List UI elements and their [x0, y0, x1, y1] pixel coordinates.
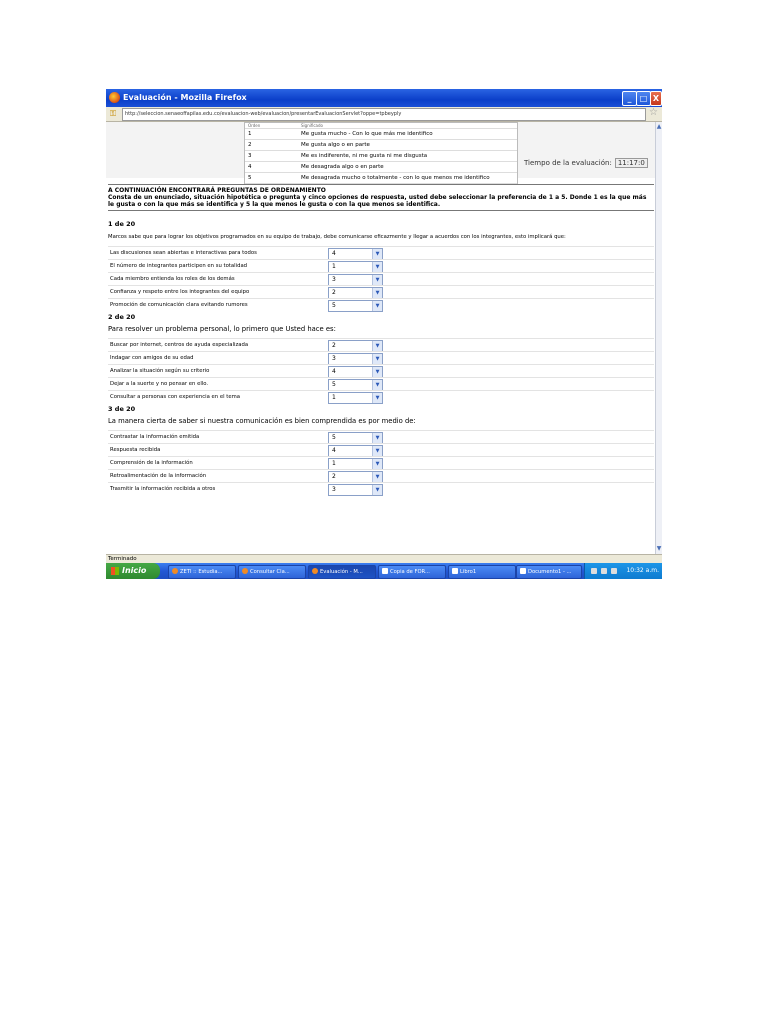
windows-logo-icon	[111, 567, 119, 575]
item-statement: Respuesta recibida	[110, 447, 161, 453]
legend-row	[245, 162, 517, 173]
legend-header-order: Orden	[248, 123, 261, 128]
rank-select[interactable]	[328, 392, 383, 404]
question-item-row	[108, 482, 654, 496]
legend-header-meaning: Significado	[301, 123, 323, 128]
legend-meaning: Me gusta mucho - Con lo que más me identifico	[301, 131, 433, 137]
question-item-row	[108, 390, 654, 404]
chevron-down-icon[interactable]: ▼	[372, 367, 382, 377]
rank-value: 4	[332, 250, 336, 257]
chevron-down-icon[interactable]: ▼	[372, 485, 382, 495]
chevron-down-icon[interactable]: ▼	[372, 393, 382, 403]
excel-icon	[452, 568, 458, 574]
question-item-row	[108, 259, 654, 273]
taskbar-item-label: ZETI :: Estudia...	[180, 569, 223, 575]
address-bar	[106, 107, 662, 122]
legend-row	[245, 129, 517, 140]
item-statement: Las discusiones sean abiertas e interactivas para todos	[110, 250, 257, 256]
bookmark-star-icon[interactable]: ☆	[649, 107, 658, 118]
question-item-row	[108, 338, 654, 352]
rank-value: 5	[332, 302, 336, 309]
question-item-row	[108, 364, 654, 378]
chevron-down-icon[interactable]: ▼	[372, 433, 382, 443]
question-prompt: Para resolver un problema personal, lo primero que Usted hace es:	[108, 325, 336, 333]
taskbar-item-label: Libro1	[460, 569, 477, 575]
rank-value: 3	[332, 486, 336, 493]
question-header: 3 de 20	[108, 405, 136, 413]
item-statement: Indagar con amigos de su edad	[110, 355, 194, 361]
item-statement: Confianza y respeto entre los integrantes del equipo	[110, 289, 250, 295]
legend-row	[245, 173, 517, 184]
timer-value: 11:17:0	[615, 158, 648, 168]
scroll-up-icon[interactable]: ▲	[656, 123, 662, 130]
item-statement: Retroalimentación de la información	[110, 473, 207, 479]
window-title: Evaluación - Mozilla Firefox	[123, 93, 247, 102]
question-item-row	[108, 246, 654, 260]
instructions-block	[108, 184, 654, 211]
rank-value: 2	[332, 473, 336, 480]
rank-select[interactable]	[328, 484, 383, 496]
taskbar-item-label: Documento1 - ...	[528, 569, 572, 575]
taskbar-clock: 10:32 a.m.	[626, 567, 659, 574]
rank-value: 1	[332, 460, 336, 467]
firefox-icon	[172, 568, 178, 574]
question-header: 2 de 20	[108, 313, 136, 321]
scroll-down-icon[interactable]: ▼	[656, 545, 662, 552]
question-header: 1 de 20	[108, 220, 136, 228]
legend-row	[245, 151, 517, 162]
item-statement: Promoción de comunicación clara evitando rumores	[110, 302, 248, 308]
taskbar-item-label: Copia de FOR...	[390, 569, 430, 575]
taskbar-item[interactable]	[448, 565, 516, 579]
chevron-down-icon[interactable]: ▼	[372, 380, 382, 390]
firefox-icon	[242, 568, 248, 574]
excel-icon	[382, 568, 388, 574]
rank-value: 4	[332, 447, 336, 454]
rank-value: 1	[332, 263, 336, 270]
rank-value: 4	[332, 368, 336, 375]
firefox-icon	[312, 568, 318, 574]
instructions-title: A CONTINUACIÓN ENCONTRARÁ PREGUNTAS DE ORDENAMIENTO	[108, 187, 326, 194]
chevron-down-icon[interactable]: ▼	[372, 249, 382, 259]
page-content	[106, 122, 656, 554]
close-button[interactable]: X	[650, 91, 662, 106]
system-tray	[584, 563, 662, 579]
vertical-scrollbar[interactable]	[655, 122, 662, 554]
chevron-down-icon[interactable]: ▼	[372, 472, 382, 482]
item-statement: Cada miembro entienda los roles de los demás	[110, 276, 235, 282]
tray-icon[interactable]	[611, 568, 617, 574]
item-statement: Comprensión de la información	[110, 460, 193, 466]
taskbar-item-label: Consultar Cla...	[250, 569, 290, 575]
screenshot	[106, 89, 662, 579]
chevron-down-icon[interactable]: ▼	[372, 301, 382, 311]
word-icon	[520, 568, 526, 574]
legend-meaning: Me es indiferente, ni me gusta ni me disgusta	[301, 153, 428, 159]
question-prompt: Marcos sabe que para lograr los objetivos programados en su equipo de trabajo, debe comunicarse eficazmente y llegar a acuerdos con los integrantes, esto implicará que:	[108, 234, 566, 240]
chevron-down-icon[interactable]: ▼	[372, 446, 382, 456]
item-statement: Consultar a personas con experiencia en el tema	[110, 394, 240, 400]
legend-meaning: Me desagrada algo o en parte	[301, 164, 384, 170]
legend-meaning: Me desagrada mucho o totalmente - con lo que menos me identifico	[301, 175, 490, 181]
firefox-icon	[109, 92, 120, 103]
rank-value: 3	[332, 276, 336, 283]
url-field[interactable]: http://seleccion.senaeoffapilas.edu.co/evaluacion-web/evaluacion/presentarEvaluacionServlet?oppe=tpbeyply	[122, 108, 646, 121]
status-bar: Terminado	[106, 554, 662, 564]
tray-icon[interactable]	[591, 568, 597, 574]
rank-select[interactable]	[328, 300, 383, 312]
chevron-down-icon[interactable]: ▼	[372, 275, 382, 285]
taskbar-item[interactable]	[168, 565, 236, 579]
legend-num: 1	[248, 131, 252, 137]
start-button[interactable]	[106, 563, 160, 579]
legend-meaning: Me gusta algo o en parte	[301, 142, 370, 148]
rank-value: 1	[332, 394, 336, 401]
rank-value: 2	[332, 342, 336, 349]
chevron-down-icon[interactable]: ▼	[372, 354, 382, 364]
rank-value: 5	[332, 434, 336, 441]
taskbar-item[interactable]	[378, 565, 446, 579]
legend-row	[245, 140, 517, 151]
instructions-body: Consta de un enunciado, situación hipotética o pregunta y cinco opciones de respuesta, usted debe seleccionar la preferencia de 1 a 5. Donde 1 es la que más le gusta o con la que más se identifica y 5 la que menos le gusta o con la que menos se identifica.	[108, 194, 647, 208]
taskbar	[106, 563, 662, 579]
question-item-row	[108, 469, 654, 483]
chevron-down-icon[interactable]: ▼	[372, 341, 382, 351]
rank-value: 5	[332, 381, 336, 388]
tray-icon[interactable]	[601, 568, 607, 574]
taskbar-item-active[interactable]	[308, 565, 376, 579]
timer-label: Tiempo de la evaluación:	[524, 159, 612, 167]
item-statement: Buscar por internet, centros de ayuda especializada	[110, 342, 249, 348]
item-statement: Dejar a la suerte y no pensar en ello.	[110, 381, 209, 387]
start-label: Inicio	[122, 566, 147, 575]
legend-num: 2	[248, 142, 252, 148]
legend-num: 3	[248, 153, 252, 159]
chevron-down-icon[interactable]: ▼	[372, 262, 382, 272]
question-item-row	[108, 272, 654, 286]
window-title-bar[interactable]	[106, 89, 662, 107]
chevron-down-icon[interactable]: ▼	[372, 288, 382, 298]
question-item-row	[108, 351, 654, 365]
item-statement: Contrastar la información emitida	[110, 434, 200, 440]
question-item-row	[108, 377, 654, 391]
chevron-down-icon[interactable]: ▼	[372, 459, 382, 469]
taskbar-item[interactable]	[238, 565, 306, 579]
taskbar-item-label: Evaluación - M...	[320, 569, 363, 575]
item-statement: Analizar la situación según su criterio	[110, 368, 210, 374]
rank-value: 3	[332, 355, 336, 362]
legend-panel	[106, 122, 656, 181]
item-statement: El número de integrantes participen en su totalidad	[110, 263, 248, 269]
maximize-button[interactable]: □	[636, 91, 651, 106]
taskbar-item[interactable]	[516, 565, 582, 579]
question-prompt: La manera cierta de saber si nuestra comunicación es bien comprendida es por medio de:	[108, 417, 416, 425]
legend-num: 4	[248, 164, 252, 170]
page-icon: ⚿	[110, 109, 117, 118]
question-item-row	[108, 285, 654, 299]
question-item-row	[108, 443, 654, 457]
item-statement: Trasmitir la información recibida a otros	[110, 486, 216, 492]
legend-table	[244, 122, 518, 185]
question-item-row	[108, 430, 654, 444]
question-item-row	[108, 456, 654, 470]
legend-num: 5	[248, 175, 252, 181]
evaluation-timer	[524, 158, 648, 168]
minimize-button[interactable]: _	[622, 91, 637, 106]
rank-value: 2	[332, 289, 336, 296]
question-item-row	[108, 298, 654, 312]
